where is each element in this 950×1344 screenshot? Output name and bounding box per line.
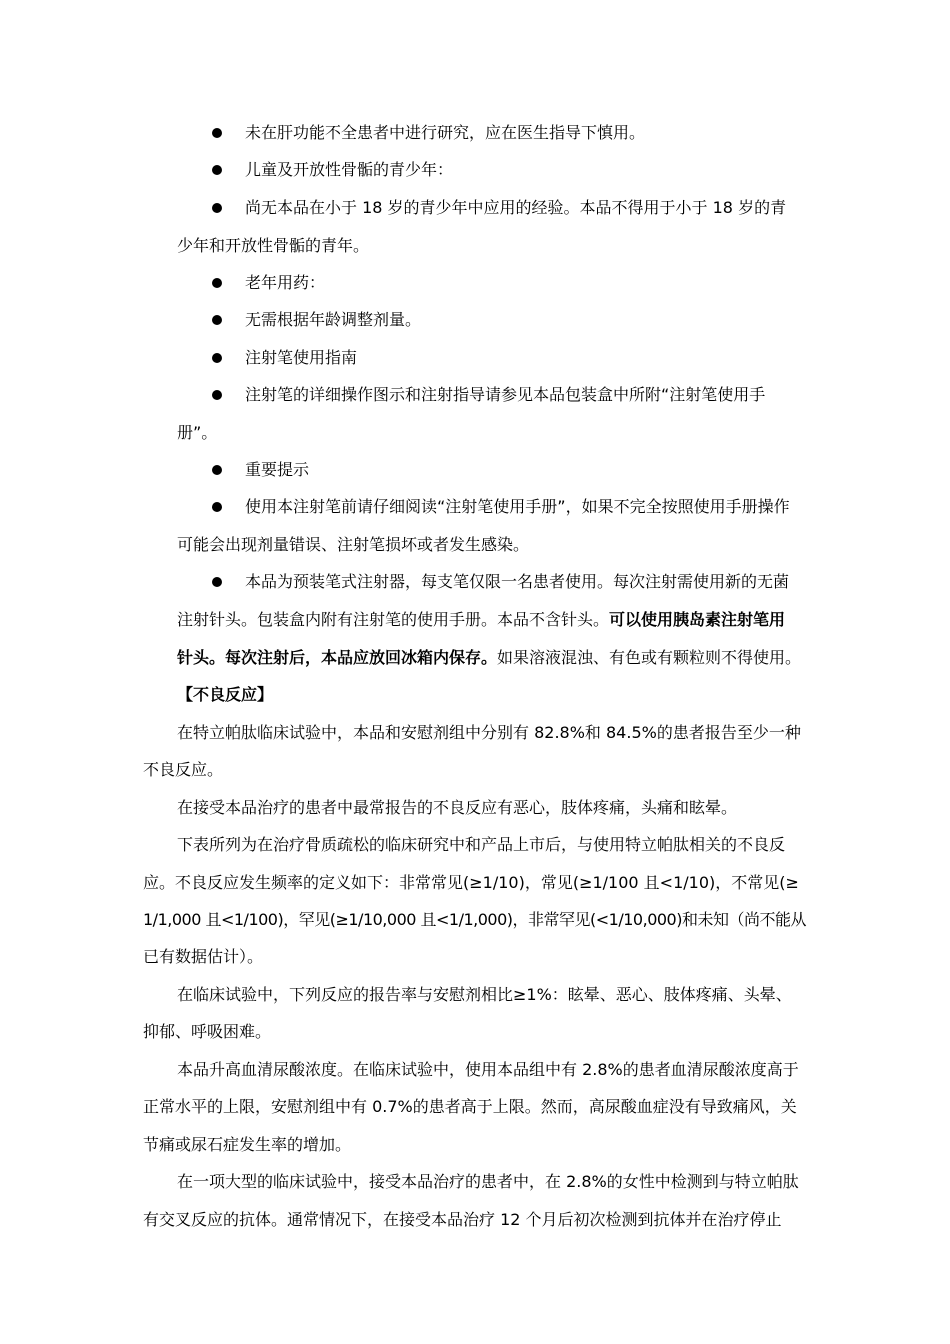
paragraph-line: 有交叉反应的抗体。通常情况下，在接受本品治疗 12 个月后初次检测到抗体并在治疗停止 (143, 1210, 782, 1229)
bullet-text: 尚无本品在小于 18 岁的青少年中应用的经验。本品不得用于小于 18 岁的青 (245, 198, 787, 217)
bullet-icon (212, 577, 222, 587)
bullet-text-continuation (177, 647, 801, 669)
bullet-icon (212, 465, 222, 475)
bullet-text: 无需根据年龄调整剂量。 (245, 310, 422, 329)
paragraph-line: 不良反应。 (143, 760, 224, 779)
bullet-icon (212, 502, 222, 512)
bullet-icon (212, 315, 222, 325)
bullet-text: 注射笔的详细操作图示和注射指导请参见本品包装盒中所附“注射笔使用手 (245, 385, 766, 404)
bullet-text-continuation: 册”。 (177, 423, 218, 442)
bullet-text: 注射笔使用指南 (245, 348, 358, 367)
bullet-icon (212, 390, 222, 400)
bullet-icon (212, 278, 222, 288)
bullet-text: 重要提示 (245, 460, 310, 479)
paragraph-line: 在接受本品治疗的患者中最常报告的不良反应有恶心，肢体疼痛，头痛和眩晕。 (177, 798, 738, 817)
bullet-text: 老年用药： (245, 273, 326, 292)
section-heading: 【不良反应】 (177, 685, 274, 704)
paragraph-line: 1/1,000 且<1/100)，罕见(≥1/10,000 且<1/1,000)，非常罕见(<1/10,000)和未知（尚不能从 (143, 910, 806, 929)
bullet-text-continuation: 少年和开放性骨骺的青年。 (177, 236, 370, 255)
paragraph-line: 在临床试验中，下列反应的报告率与安慰剂相比≥1%：眩晕、恶心、肢体疼痛、头晕、 (177, 985, 792, 1004)
paragraph-line: 抑郁、呼吸困难。 (143, 1022, 272, 1041)
normal-text: 如果溶液混浊、有色或有颗粒则不得使用。 (497, 648, 802, 667)
paragraph-line: 已有数据估计）。 (143, 947, 264, 966)
bullet-text-continuation: 可能会出现剂量错误、注射笔损坏或者发生感染。 (177, 535, 530, 554)
paragraph-line: 在一项大型的临床试验中，接受本品治疗的患者中，在 2.8%的女性中检测到与特立帕肽 (177, 1172, 799, 1191)
paragraph-line: 本品升高血清尿酸浓度。在临床试验中，使用本品组中有 2.8%的患者血清尿酸浓度高于 (177, 1060, 799, 1079)
bullet-text: 未在肝功能不全患者中进行研究，应在医生指导下慎用。 (245, 123, 646, 142)
bullet-text: 使用本注射笔前请仔细阅读“注射笔使用手册”，如果不完全按照使用手册操作 (245, 497, 790, 516)
paragraph-line: 节痛或尿石症发生率的增加。 (143, 1135, 352, 1154)
bullet-icon (212, 353, 222, 363)
paragraph-line: 下表所列为在治疗骨质疏松的临床研究中和产品上市后，与使用特立帕肽相关的不良反 (177, 835, 786, 854)
bullet-text: 儿童及开放性骨骺的青少年： (245, 160, 454, 179)
bold-text: 针头。每次注射后，本品应放回冰箱内保存。 (177, 648, 498, 667)
bullet-icon (212, 203, 222, 213)
bold-text: 可以使用胰岛素注射笔用 (609, 610, 786, 629)
bullet-text-continuation (177, 609, 785, 631)
paragraph-line: 应。不良反应发生频率的定义如下：非常常见(≥1/10)，常见(≥1/100 且<1/10)，不常见(≥ (143, 873, 799, 892)
bullet-text: 本品为预装笔式注射器，每支笔仅限一名患者使用。每次注射需使用新的无菌 (245, 572, 790, 591)
bullet-icon (212, 165, 222, 175)
normal-text: 注射针头。包装盒内附有注射笔的使用手册。本品不含针头。 (177, 610, 610, 629)
paragraph-line: 在特立帕肽临床试验中，本品和安慰剂组中分别有 82.8%和 84.5%的患者报告至少一种 (177, 723, 801, 742)
bullet-icon (212, 128, 222, 138)
paragraph-line: 正常水平的上限，安慰剂组中有 0.7%的患者高于上限。然而，高尿酸血症没有导致痛风，关 (143, 1097, 797, 1116)
